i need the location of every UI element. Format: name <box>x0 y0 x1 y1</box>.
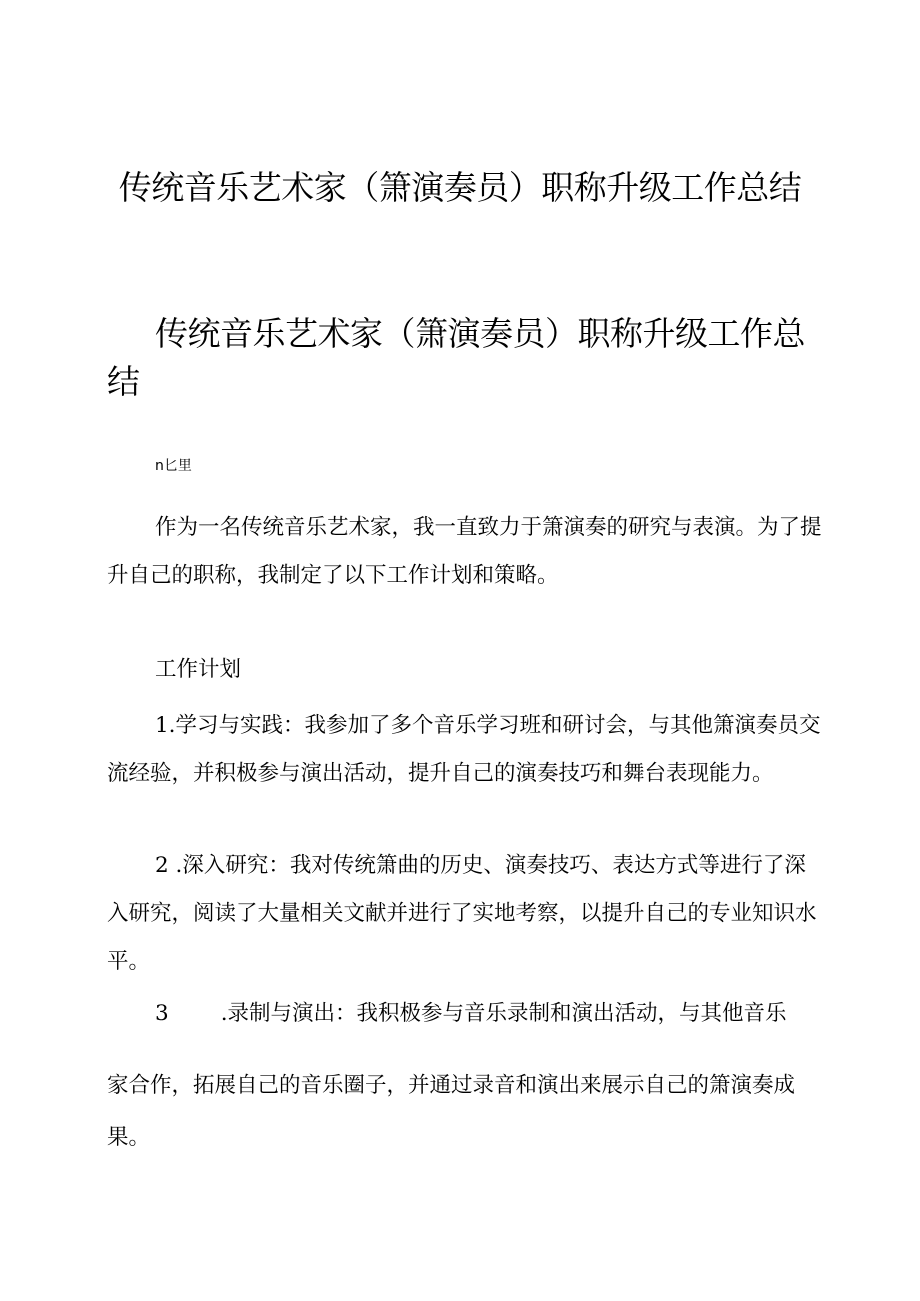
intro-paragraph: 作为一名传统音乐艺术家，我一直致力于箫演奏的研究与表演。为了提升自己的职称，我制定了以下工作计划和策略。 <box>107 515 822 588</box>
plan-item-3-line: .录制与演出：我积极参与音乐录制和演出活动，与其他音乐 <box>220 1001 787 1026</box>
small-mark-text: n匕里 <box>155 458 192 474</box>
plan-item-3-first-line <box>107 996 823 1032</box>
document-title-centered: 传统音乐艺术家（箫演奏员）职称升级工作总结 <box>118 168 802 207</box>
plan-item-2: 2 .深入研究：我对传统箫曲的历史、演奏技巧、表达方式等进行了深入研究，阅读了大量相关文献并进行了实地考察，以提升自己的专业知识水平。 <box>107 853 817 974</box>
plan-item-3-rest: 家合作，拓展自己的音乐圈子，并通过录音和演出来展示自己的箫演奏成果。 <box>107 1073 796 1150</box>
section-heading: 工作计划 <box>155 657 242 682</box>
plan-item-1: 1.学习与实践：我参加了多个音乐学习班和研讨会，与其他箫演奏员交流经验，并积极参与演出活动，提升自己的演奏技巧和舞台表现能力。 <box>107 713 821 786</box>
plan-item-3-number: 3 <box>155 1001 169 1026</box>
document-title-repeated: 传统音乐艺术家（箫演奏员）职称升级工作总结 <box>107 314 805 401</box>
